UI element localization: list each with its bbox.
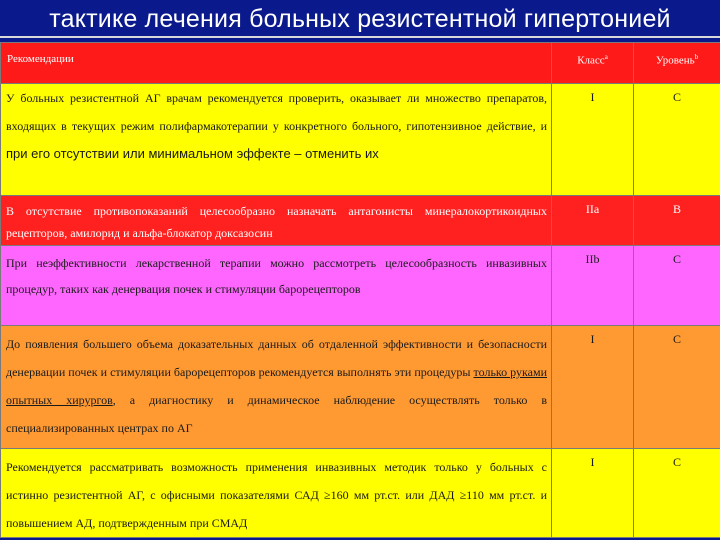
slide-title: тактике лечения больных резистентной гипертонией bbox=[49, 5, 671, 33]
level-cell: B bbox=[634, 196, 720, 246]
recommendation-text: В отсутствие противопоказаний целесообразно назначать антагонисты минералокортикоидных рецепторов, амилорид и альфа-блокатор доксазосин bbox=[1, 196, 552, 246]
class-cell: I bbox=[552, 326, 634, 449]
header-recommendations: Рекомендации bbox=[1, 43, 552, 84]
table-row bbox=[1, 84, 720, 196]
recommendation-text: До появления большего объема доказательных данных об отдаленной эффективности и безопасности денервации почек и стимуляции барорецепторов рекомендуется выполнять эти процедуры только руками опытных хирургов, а диагностику и динамическое наблюдение осуществлять только в специализированных центрах по АГ bbox=[1, 326, 552, 449]
title-divider bbox=[0, 36, 720, 38]
recommendations-table bbox=[0, 42, 720, 538]
table-row bbox=[1, 449, 720, 538]
level-cell: C bbox=[634, 246, 720, 326]
level-cell: C bbox=[634, 84, 720, 196]
header-class: Класс$^a$ bbox=[552, 43, 634, 84]
recommendation-text: При неэффективности лекарственной терапии можно рассмотреть целесообразность инвазивных процедур, таких как денервация почек и стимуляции барорецепторов bbox=[1, 246, 552, 326]
class-cell: IIb bbox=[552, 246, 634, 326]
table-header-row bbox=[1, 43, 720, 84]
class-cell: IIa bbox=[552, 196, 634, 246]
table-row bbox=[1, 196, 720, 246]
level-cell: C bbox=[634, 326, 720, 449]
class-cell: I bbox=[552, 449, 634, 538]
class-cell: I bbox=[552, 84, 634, 196]
recommendation-text: Рекомендуется рассматривать возможность применения инвазивных методик только у больных с истинно резистентной АГ, с офисными показателями САД ≥160 мм рт.ст. или ДАД ≥110 мм рт.ст. и повышением АД, подтвержденным при СМАД bbox=[1, 449, 552, 538]
recommendation-text: У больных резистентной АГ врачам рекомендуется проверить, оказывает ли множество препаратов, входящих в текущих режим полифармакотерапии у конкретного больного, гипотензивное действие, и при его отсутствии или минимальном эффекте – отменить их bbox=[1, 84, 552, 196]
table-row bbox=[1, 246, 720, 326]
level-cell: C bbox=[634, 449, 720, 538]
table-row bbox=[1, 326, 720, 449]
header-level: Уровень$^b$ bbox=[634, 43, 720, 84]
